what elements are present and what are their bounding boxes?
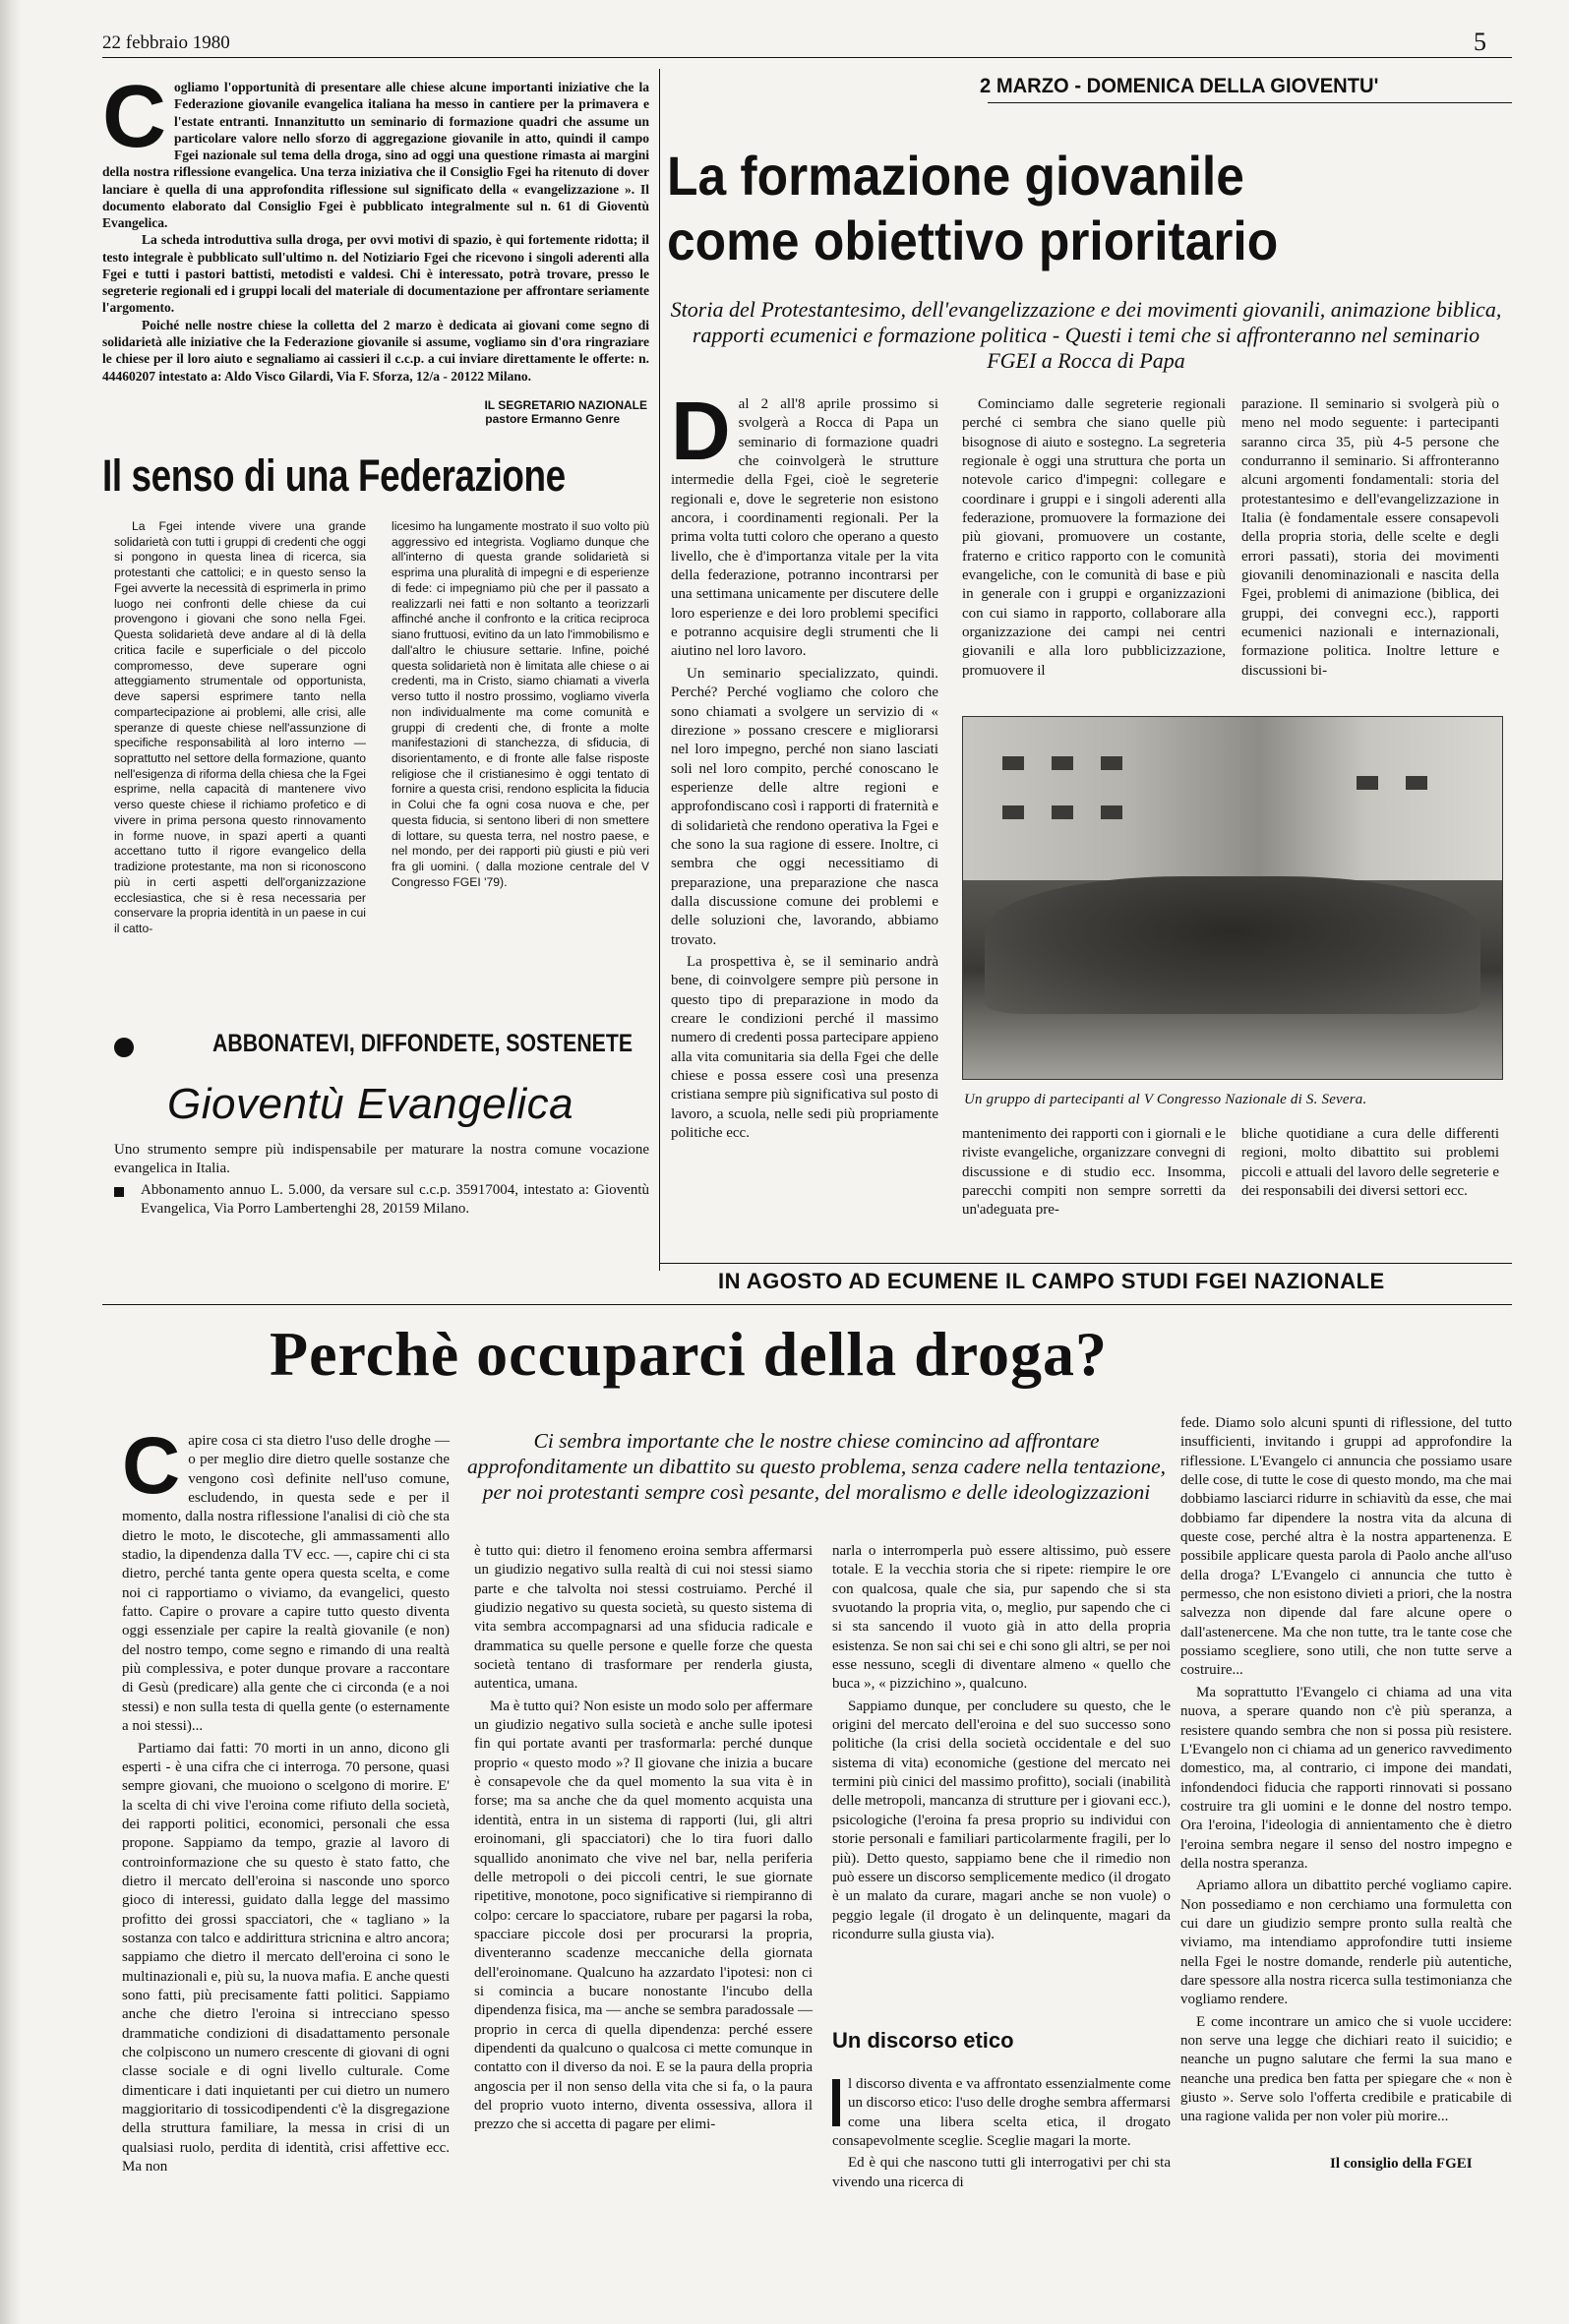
droga-paragraph: Ma è tutto qui? Non esiste un modo solo per affermare un giudizio negativo sulla società e anche sulle ipotesi fin qui portate avanti per trasformarla: perché dunque proprio « questo modo »? Il giovane che inizia a bucare è consapevole che da quel momento la sua vita è in forse; ma sa anche che da quel momento acquista una identità, entra in un sistema di rapporti (lui, gli altri eroinomani, gli spacciatori) che lo tira fuori dallo squallido anonimato che vive nel bar, nella periferia delle metropoli o dei piccoli centri, le sue giornate ripetitive, monotone, poco significative si riempiranno di colpo: cercare lo spacciatore, rubare per pagarsi la roba, spacciare piccole dosi per procurarsi la propria, diventeranno scadenze meccaniche della giornata dell'eroinomane. Qualcuno ha azzardato l'ipotesi: non ci si comincia a bucare nonostante l'incubo della dipendenza fisica, ma — anche se sembra paradossale — proprio in cerca di quella dipendenza: perché essere dipendenti da qualcuno o qualcosa ci mette comunque in contatto con il diverso da noi. E se la paura della propria angoscia per il non senso della vita che si fa, o la paura del proprio vuoto interno, diventa ossessiva, allora il prezzo che si accetta di pagare per elimi- xyxy=(474,1698,813,2133)
droga-paragraph: Ma soprattutto l'Evangelo ci chiama ad una vita nuova, a sperare quando non c'è più speranza, a resistere quando sembra che non si possa più resistere. L'Evangelo non ci chiama ad un generico ravvedimento domestico, ma, al contrario, ci impone dei mandati, infondendoci fiducia che rapporti rinnovati si possano costruire tra gli uomini e le donne del nostro tempo. Ora l'eroina, l'ideologia di annientamento che è dietro l'eroina sembra negare il senso del nostro impegno e della nostra speranza. xyxy=(1180,1684,1512,1872)
droga-subhead: Un discorso etico xyxy=(832,2028,1014,2053)
group-photo xyxy=(962,716,1503,1080)
intro-paragraph: Poiché nelle nostre chiese la colletta del 2 marzo è dedicata ai giovani come segno di solidarietà alle iniziative che la Federazione giovanile si assume, vogliamo sin d'ora ringraziare le chiese per il loro aiuto e segnaliamo ai cassieri il c.c.p. a cui inviare direttamente le offerte: n. 44460207 intestato a: Aldo Visco Gilardi, Via F. Sforza, 12/a - 20122 Milano. xyxy=(102,317,649,384)
droga-paragraph: narla o interromperla può essere altissimo, può essere totale. E la vecchia storia che si ripete: riempire le ore con qualcosa, quale che sia, pur sapendo che si sta svuotando la propria vita, o, meglio, pur sapendo che ci si sta sancendo il vuoto già in atto della propria esistenza. Se non sai chi sei e chi sono gli altri, se per noi esse nessuno, scegli di diventare almeno « quello che buca », « pizzichino », qualcuno. xyxy=(832,1543,1171,1693)
kicker-rule xyxy=(988,102,1512,103)
formazione-col1 xyxy=(671,385,938,1146)
formazione-paragraph: bliche quotidiane a cura delle differenti regioni, molto dibattito sui problemi piccoli e attuali del lavoro delle segreterie e dei responsabili dei diversi settori ecc. xyxy=(1241,1126,1499,1200)
federazione-title: Il senso di una Federazione xyxy=(102,450,566,501)
column-divider xyxy=(659,69,660,1271)
droga-kicker: IN AGOSTO AD ECUMENE IL CAMPO STUDI FGEI NAZIONALE xyxy=(718,1269,1385,1293)
federazione-col1 xyxy=(114,519,366,940)
droga-col1 xyxy=(122,1421,450,2179)
formazione-dropcap: D xyxy=(671,385,731,477)
intro-paragraph: ogliamo l'opportunità di presentare alle chiese alcune importanti iniziative che la Federazione giovanile evangelica italiana ha messo in cantiere per la primavera e l'estate entranti. Innanzitutto un seminario di formazione quadri che assume un particolare valore nello sforzo di aggregazione giovanile in atto, quindi il campo Fgei nazionale sul tema della droga, sino ad oggi una questione rimasta ai margini della nostra riflessione evangelica. Una terza iniziativa che il Consiglio Fgei ha ritenuto di dover lanciare è quella di una approfondita riflessione sul significato della « evangelizzazione ». Il documento elaborato dal Consiglio Fgei è pubblicato integralmente sul n. 61 di Gioventù Evangelica. xyxy=(102,80,649,231)
formazione-paragraph: Un seminario specializzato, quindi. Perché? Perché vogliamo che coloro che sono chiamati a svolgere un servizio di « direzione » possano crescere e migliorarsi nel loro impegno, perché non siano lasciati soli nel loro compito, perché conoscano le esperienze delle altre regioni e approfondiscano così i rapporti di fraternità e di solidarietà che rendono operativa la Fgei e che sono la sua ragione di essere. Inoltre, ci sembra che oggi necessitiamo di preparazione, una preparazione che nasca dalla discussione comune dei problemi e delle soluzioni che, lavorando, abbiamo trovato. xyxy=(671,665,938,948)
intro-signature-name: pastore Ermanno Genre xyxy=(485,411,620,426)
abbonatevi-tagline xyxy=(114,1141,649,1182)
droga-paragraph: apire cosa ci sta dietro l'uso delle droghe — o per meglio dire dietro quelle sostanze che vengono così definite nell'uso comune, escludendo, in questa sede e per il momento, dalla nostra riflessione l'analisi di ciò che sta dietro le moto, le discoteche, gli ammassamenti allo stadio, la dipendenza dalla TV ecc. —, capire chi ci sta dietro, perché tanta gente opera questa scelta, e come noi ci rapportiamo o viviamo, da evangelici, questo fatto. Capire o provare a capire tutto questo diventa oggi essenziale per capire la realtà giovanile (e non) del nostro tempo, come segno e rimando di una realtà più complessiva, e poter dunque provare a raccontare di Gesù (predicare) alla gente che ci circonda (e a noi stessi) e non sulla testa di quella gente (o esternamente a noi stessi)... xyxy=(122,1433,450,1735)
droga-paragraph: fede. Diamo solo alcuni spunti di riflessione, del tutto insufficienti, invitando i gruppi ad approfondire la riflessione. L'Evangelo ci annuncia che possiamo usare delle cose, di tutte le cose di questo mondo, ma che mai dobbiamo lasciarci ridurre in schiavitù da esse, che mai dobbiamo far dipendere la nostra vita da alcuna di queste cose, perché altra è la nostra appartenenza. E possibile applicare questa parola di Paolo anche all'uso della droga? L'Evangelo ci annuncia che tutto è permesso, che non esistono divieti a priori, che la nostra salvezza non dipende dal fare alcune opere o dall'astenercene. Ma che non tutte, tra le tante cose che possiamo scegliere, sono utili, che non tutte serve a costruire... xyxy=(1180,1415,1512,1679)
formazione-deck: Storia del Protestantesimo, dell'evangelizzazione e dei movimenti giovanili, animazione biblica, rapporti ecumenici e formazione politica - Questi i temi che si affronteranno nel seminario FGEI a Rocca di Papa xyxy=(670,297,1502,373)
formazione-paragraph: Cominciamo dalle segreterie regionali perché ci sembra che siano quelle più bisognose di aiuto e sostegno. La segreteria regionale è oggi una struttura che porta un notevole carico d'impegni: collegare e coordinare i gruppi e i singoli aderenti alla federazione, promuovere la formazione dei più giovani, promuovere un costante, fraterno e critico rapporto con le comunità evangeliche, con le comunità di base e più in generale con i gruppi e organizzazioni con cui siamo in rapporto, collaborare alla organizzazione dei campi nei centri giovanili e alla loro pubblicizzazione, promuovere il xyxy=(962,396,1226,679)
droga-paragraph: Partiamo dai fatti: 70 morti in un anno, dicono gli esperti - è una cifra che ci interroga. 70 persone, quasi sempre giovani, che muoiono o scelgono di morire. E' la scelta di chi vive l'eroina come rifiuto della società, dei rapporti politici, economici, personali che essa propone. Sappiamo da tempo, grazie al lavoro di controinformazione che su questo è stato fatto, che dietro il mercato dell'eroina si nasconde uno sporco gioco di interessi, guidato dalla legge del massimo profitto dei grossi spacciatori, che « tagliano » la sostanza con talco e addirittura stricnina e altro ancora; sappiamo che dietro il mercato dell'eroina ci sono le multinazionali e, più su, la nuova mafia. E anche questi sono fatti, più precisamente fatti politici. Sappiamo anche che dietro l'eroina si intrecciano spesso drammatiche condizioni di disadattamento personale che colpiscono un numero crescente di giovani di ogni classe sociale e di ogni livello culturale. Come dimenticare i dati inquietanti per cui dietro un numero maggioritario di tossicodipendenti c'è la disgregazione della struttura familiare, la messa in crisi di un qualsiasi ruolo, perdita di identità, crisi affettive ecc. Ma non xyxy=(122,1740,450,2175)
scan-edge-shadow xyxy=(0,0,22,2324)
formazione-paragraph: La prospettiva è, se il seminario andrà bene, di coinvolgere sempre più persone in questo tipo di preparazione in modo da creare le condizioni perché il massimo numero di credenti possa partecipare appieno alla vita comunitaria sia della Fgei che delle chiese e possa essere così una presenza cristiana sempre più significativa sul posto di lavoro, a scuola, nelle sedi più propriamente politiche ecc. xyxy=(671,953,938,1142)
formazione-col3-bottom xyxy=(1241,1125,1499,1204)
square-bullet-icon xyxy=(114,1187,124,1197)
intro-paragraph: La scheda introduttiva sulla droga, per ovvi motivi di spazio, è qui fortemente ridotta; il testo integrale è pubblicato sull'ultimo n. del Notiziario Fgei che ricevono i singoli aderenti alla Fgei e tutti i pastori battisti, metodisti e valdesi. Chi è interessato, potrà trovare, presso le segreterie regionali ed i gruppi locali del materiale di documentazione per affrontare seriamente l'argomento. xyxy=(102,232,649,316)
federazione-text-col1: La Fgei intende vivere una grande solidarietà con tutti i gruppi di credenti che oggi si pongono in questa linea di ricerca, sia protestanti che cattolici; e in questo senso la Fgei avverte la necessità di esprimerla in primo luogo nei confronti delle chiese da cui provengono i giovani che sono nella Fgei. Questa solidarietà deve andare al di là della critica facile e superficiale o del piccolo compromesso, deve superare ogni atteggiamento strumentale od opportunista, deve sapersi esprimere tanto nella compartecipazione ai problemi, alle crisi, alle speranze di queste chiese nell'assunzione di specifiche responsabilità al loro interno — soprattutto nel settore della formazione, quanto nell'esigenza di riforma della chiesa che la Fgei esprime, nella capacità di mantenere vivo verso queste chiese il richiamo profetico e di vivere in prima persona questo rinnovamento in forme nuove, in spazi aperti a quanti accettano tutto il rigore evangelico della tradizione protestante, ma non si riconoscono più in certi aspetti dell'organizzazione ecclesiastica, che si è resa necessaria per conservare la propria identità in un paese in cui il catto- xyxy=(114,519,366,936)
droga-col4 xyxy=(1180,1414,1512,2130)
subscription-text: Abbonamento annuo L. 5.000, da versare sul c.c.p. 35917004, intestato a: Gioventù Evangelica, Via Porro Lambertenghi 28, 20159 Milano. xyxy=(141,1182,649,1218)
droga-rule-bottom xyxy=(102,1304,1512,1305)
federazione-col2 xyxy=(392,519,649,894)
droga-col3-b xyxy=(832,2075,1171,2195)
intro-letter xyxy=(102,68,649,426)
subscription-info xyxy=(141,1181,649,1222)
issue-date: 22 febbraio 1980 xyxy=(102,32,230,53)
formazione-col2-top xyxy=(962,395,1226,684)
formazione-title-line1: La formazione giovanile xyxy=(667,145,1244,207)
formazione-title-line2: come obiettivo prioritario xyxy=(667,209,1279,271)
tagline-text: Uno strumento sempre più indispensabile per maturare la nostra comune vocazione evangelica in Italia. xyxy=(114,1142,649,1177)
formazione-paragraph: al 2 all'8 aprile prossimo si svolgerà a Rocca di Papa un seminario di formazione quadri che coinvolgerà le strutture intermedie della Fgei, cioè le segreterie regionali e, dove le segreterie non esistono ancora, i coordinamenti regionali. Per la prima volta tutti coloro che operano a questo livello, che è d'importanza vitale per la vita della federazione, potranno incontrarsi per una settimana unicamente per discutere delle loro esperienze e dei loro problemi specifici e potranno acquisire degli strumenti che li aiutino nel loro lavoro. xyxy=(671,396,938,660)
initial-bar-icon xyxy=(832,2079,840,2126)
formazione-title xyxy=(667,144,1278,273)
droga-paragraph: Sappiamo dunque, per concludere su questo, che le origini del mercato dell'eroina e del suo successo sono politiche (la crisi della società occidentale e del suo sistema di vita) economiche (gestione del mercato nei termini più cinici del massimo profitto), sociali (inabilità delle metropoli, mancanza di strutture per i giovani ecc.), psicologiche (l'eroina fa presa proprio su individui con storie personali e familiari particolarmente fragili, per lo più). Detto questo, sappiamo bene che il rimedio non può essere un discorso semplicemente medico (il drogato è un malato da curare, magari anche se non vuole) o peggio legale (il drogato è un delinquente, magari da ricondurre sulla giusta via). xyxy=(832,1698,1171,1942)
bullet-icon xyxy=(114,1038,134,1057)
formazione-kicker: 2 MARZO - DOMENICA DELLA GIOVENTU' xyxy=(980,75,1379,97)
intro-dropcap: C xyxy=(102,68,166,166)
droga-rule-top xyxy=(659,1263,1512,1264)
header-rule xyxy=(102,57,1512,58)
gioventu-evangelica-logo: Gioventù Evangelica xyxy=(167,1080,574,1128)
droga-paragraph: E come incontrare un amico che si vuole uccidere: non serve una legge che dichiari reato il suicidio; e neanche un pugno salutare che fermi la sua mano e neanche una predica ben fatta per spiegare che « non è giusto ». Serve solo l'offerta credibile e praticabile di una ragione valida per non voler più morire... xyxy=(1180,2013,1512,2125)
droga-deck: Ci sembra importante che le nostre chiese comincino ad affrontare approfonditamente un dibattito su questo problema, senza cadere nella tentazione, per noi protestanti sempre così pesante, del moralismo e delle ideologizzazioni xyxy=(466,1429,1166,1504)
droga-paragraph: è tutto qui: dietro il fenomeno eroina sembra affermarsi un giudizio negativo sulla realtà di cui noi stessi siamo parte e che talvolta noi stessi costruiamo. Perché il giudizio negativo su questa società, su questo sistema di vita sembra accompagnarsi ad una sfiducia radicale e drammatica su quelle persone e quelle forze che questa società tentano di trasformare per renderla giusta, autentica, umana. xyxy=(474,1543,813,1693)
abbonatevi-headline: ABBONATEVI, DIFFONDETE, SOSTENETE xyxy=(212,1030,633,1057)
droga-dropcap: C xyxy=(122,1421,181,1511)
formazione-col3-top xyxy=(1241,395,1499,684)
photo-caption: Un gruppo di partecipanti al V Congresso Nazionale di S. Severa. xyxy=(964,1092,1367,1107)
droga-paragraph: Apriamo allora un dibattito perché vogliamo capire. Non possediamo e non cerchiamo una formuletta con cui dare un giudizio sempre pronto sulla realtà che viviamo, ma intendiamo approfondire tutti insieme nella Fgei le nostre domande, renderle più autentiche, dare spessore alla nostra ricerca sulla testimonianza che vogliamo rendere. xyxy=(1180,1877,1512,2008)
federazione-text-col2: licesimo ha lungamente mostrato il suo volto più aggressivo ed integrista. Vogliamo dunque che all'interno di questa grande solidarietà si esprima una pluralità di impegni e di esperienze di fede: ci impegniamo più che per il passato a realizzarli nei fatti e non soltanto a teorizzarli affinché anche il confronto e la critica reciproca siano fruttuosi, evitino da un lato l'immobilismo e dall'altro le chiusure settarie. Infine, poiché questa solidarietà non è limitata alle chiese o ai credenti, ma in Cristo, siamo chiamati a viverla verso tutto il nostro prossimo, vogliamo viverla non individualmente ma come comunità e gruppi di credenti che, di fronte a molte manifestazioni di stanchezza, di sfiducia, di disorientamento, e di fronte alle false risposte religiose che il cristianesimo è oggi tentato di fornire a questa crisi, rendono esplicita la fiducia in Colui che fa ogni cosa nuova e che, per questa fiducia, si sentono liberi di non smettere di lottare, su questa terra, nel nostro paese, e nel mondo, per dei rapporti più giusti e più veri fra gli uomini. ( dalla mozione centrale del V Congresso FGEI '79). xyxy=(392,519,649,889)
page-number: 5 xyxy=(1474,28,1486,56)
droga-col3 xyxy=(832,1542,1171,1947)
droga-col2 xyxy=(474,1542,813,2138)
formazione-paragraph: parazione. Il seminario si svolgerà più o meno nel modo seguente: i partecipanti saranno circa 35, più 4-5 persone che condurranno il seminario. Si affronteranno alcuni argomenti fondamentali: storia del protestantesimo e dell'evangelizzazione in Italia (è fondamentale essere consapevoli della propria storia, delle scelte e degli errori passati), storia dei movimenti giovanili denominazionali e nascita della Fgei, problemi di animazione (biblica, dei gruppi, dei convegni ecc.), rapporti ecumenici nazionali e internazionali, formazione politica. Inoltre letture e discussioni bi- xyxy=(1241,396,1499,679)
intro-signature-title: IL SEGRETARIO NAZIONALE xyxy=(484,397,647,412)
droga-title: Perchè occuparci della droga? xyxy=(270,1319,1108,1389)
droga-paragraph: l discorso diventa e va affrontato essenzialmente come un discorso etico: l'uso delle droghe sembra affermarsi come una libera scelta etica, il drogato consapevolmente sceglie. Sceglie magari la morte. xyxy=(832,2076,1171,2150)
formazione-paragraph: mantenimento dei rapporti con i giornali e le riviste evangeliche, organizzare convegni di discussione e di studio ecc. Insomma, parecchi compiti non sempre sorretti da un'adeguata pre- xyxy=(962,1126,1226,1219)
droga-signature: Il consiglio della FGEI xyxy=(1330,2156,1473,2172)
formazione-col2-bottom xyxy=(962,1125,1226,1223)
droga-paragraph: Ed è qui che nascono tutti gli interrogativi per chi sta vivendo una ricerca di xyxy=(832,2155,1171,2190)
